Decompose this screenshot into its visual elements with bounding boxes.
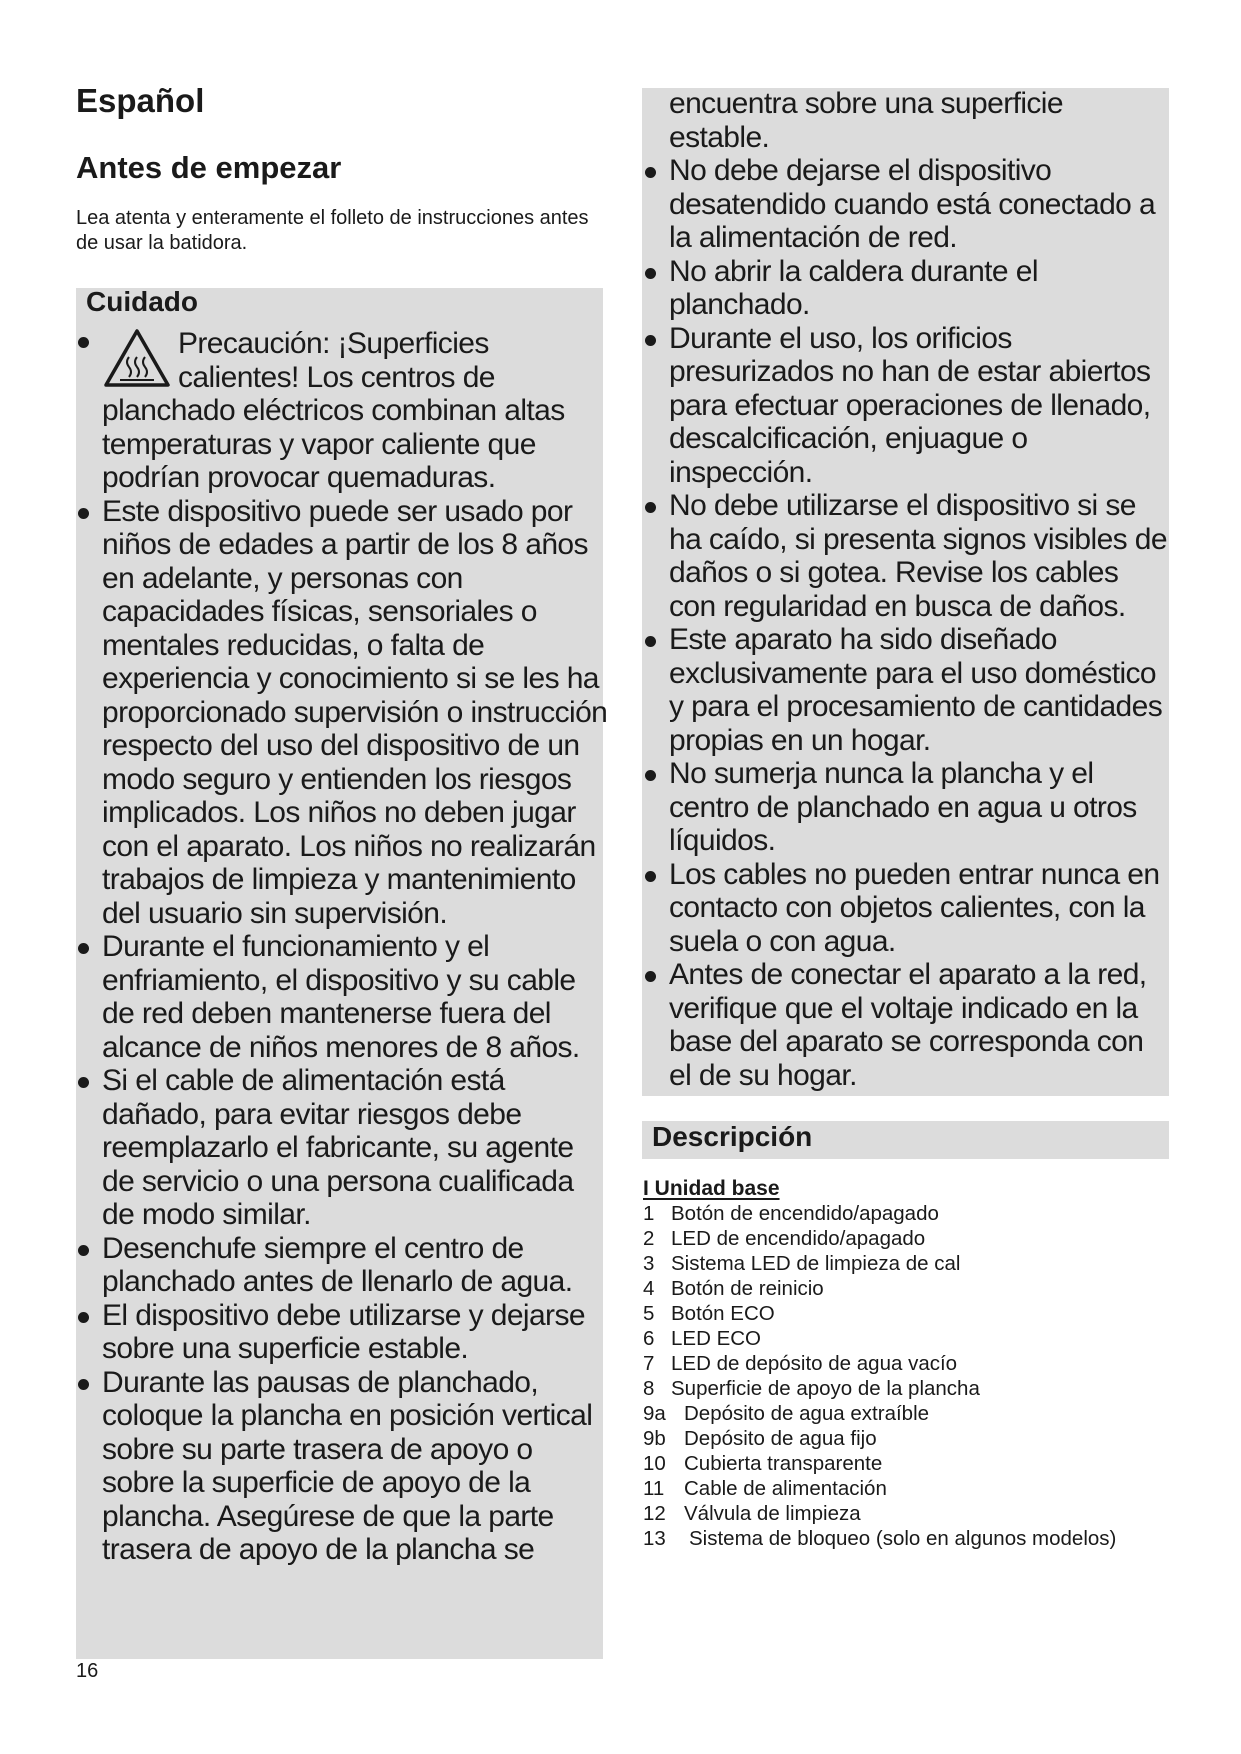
parts-row [643, 1276, 1143, 1301]
part-label: Depósito de agua fijo [684, 1427, 877, 1450]
part-label: Válvula de limpieza [684, 1502, 861, 1525]
parts-row [643, 1476, 1143, 1501]
list-item: Durante el uso, los orificios presurizados no han de estar abiertos para efectuar operaciones de llenado, descalcificación, enjuague o inspección. [643, 322, 1169, 490]
part-number: 10 [643, 1452, 666, 1475]
parts-row [643, 1501, 1143, 1526]
list-item: No debe utilizarse el dispositivo si se ha caído, si presenta signos visibles de daños o si gotea. Revise los cables con regularidad en busca de daños. [643, 489, 1169, 623]
part-label: Sistema de bloqueo (solo en algunos modelos) [689, 1527, 1117, 1550]
list-item: Durante las pausas de planchado, coloque la plancha en posición vertical sobre su parte trasera de apoyo o sobre la superficie de apoyo de la plancha. Asegúrese de que la parte trasera de apoyo de la plancha se [76, 1366, 611, 1567]
parts-row [643, 1401, 1143, 1426]
part-label: Cubierta transparente [684, 1452, 883, 1475]
parts-row [643, 1351, 1143, 1376]
list-item [76, 327, 611, 495]
list-item: Desenchufe siempre el centro de planchado antes de llenarlo de agua. [76, 1232, 611, 1299]
parts-row [643, 1201, 1143, 1226]
caution-list-left [76, 327, 611, 1567]
hot-surface-warning-icon [102, 327, 172, 389]
caution-list-right [643, 87, 1169, 1092]
part-label: Cable de alimentación [684, 1477, 887, 1500]
part-number: 13 [643, 1527, 666, 1550]
part-label: Depósito de agua extraíble [684, 1402, 930, 1425]
part-label: LED de depósito de agua vacío [671, 1352, 958, 1375]
part-number: 12 [643, 1502, 666, 1525]
parts-row [643, 1301, 1143, 1326]
page-number: 16 [76, 1660, 99, 1682]
part-number: 11 [643, 1477, 665, 1500]
list-item: Si el cable de alimentación está dañado, para evitar riesgos debe reemplazarlo el fabricante, su agente de servicio o una persona cualificada de modo similar. [76, 1064, 611, 1232]
parts-list [643, 1201, 1143, 1551]
part-number: 2 [643, 1227, 655, 1250]
description-title: Descripción [652, 1121, 813, 1152]
warning-line-2: calientes! Los centros de [178, 360, 495, 394]
list-item-continuation: encuentra sobre una superficie estable. [669, 87, 1063, 154]
warning-line-1: Precaución: ¡Superficies [178, 327, 489, 360]
parts-row [643, 1426, 1143, 1451]
intro-text: Lea atenta y enteramente el folleto de instrucciones antes de usar la batidora. [76, 207, 589, 254]
language-heading: Español [76, 82, 205, 119]
parts-row [643, 1326, 1143, 1351]
part-number: 9b [643, 1427, 666, 1450]
warning-rest: planchado eléctricos combinan altas temperaturas y vapor caliente que podrían provocar quemaduras. [102, 394, 565, 494]
parts-subtitle: I Unidad base [643, 1177, 780, 1200]
parts-row [643, 1526, 1143, 1551]
part-label: Botón de encendido/apagado [671, 1202, 939, 1225]
parts-row [643, 1226, 1143, 1251]
part-label: Superficie de apoyo de la plancha [671, 1377, 980, 1400]
part-number: 6 [643, 1327, 655, 1350]
parts-row [643, 1376, 1143, 1401]
list-item: Este dispositivo puede ser usado por niños de edades a partir de los 8 años en adelante, y personas con capacidades físicas, sensoriales o mentales reducidas, o falta de experiencia y conocimiento si se les ha proporcionado supervisión o instrucción respecto del uso del dispositivo de un modo seguro y entienden los riesgos implicados. Los niños no deben jugar con el aparato. Los niños no realizarán trabajos de limpieza y mantenimiento del usuario sin supervisión. [76, 495, 611, 931]
parts-row [643, 1251, 1143, 1276]
caution-title: Cuidado [86, 286, 198, 317]
list-item: Antes de conectar el aparato a la red, verifique que el voltaje indicado en la base del aparato se corresponda con el de su hogar. [643, 958, 1169, 1092]
list-item: Este aparato ha sido diseñado exclusivamente para el uso doméstico y para el procesamiento de cantidades propias en un hogar. [643, 623, 1169, 757]
part-number: 8 [643, 1377, 655, 1400]
part-label: Botón de reinicio [671, 1277, 824, 1300]
part-number: 1 [643, 1202, 655, 1225]
part-number: 5 [643, 1302, 655, 1325]
part-number: 7 [643, 1352, 655, 1375]
part-number: 9a [643, 1402, 666, 1425]
part-label: LED de encendido/apagado [671, 1227, 926, 1250]
list-item: No sumerja nunca la plancha y el centro de planchado en agua u otros líquidos. [643, 757, 1169, 858]
list-item: No abrir la caldera durante el planchado. [643, 255, 1169, 322]
list-item: El dispositivo debe utilizarse y dejarse sobre una superficie estable. [76, 1299, 611, 1366]
section-heading: Antes de empezar [76, 150, 342, 185]
list-item: Durante el funcionamiento y el enfriamiento, el dispositivo y su cable de red deben mantenerse fuera del alcance de niños menores de 8 años. [76, 930, 611, 1064]
part-label: Botón ECO [671, 1302, 775, 1325]
part-label: LED ECO [671, 1327, 761, 1350]
list-item: No debe dejarse el dispositivo desatendido cuando está conectado a la alimentación de red. [643, 154, 1169, 255]
part-label: Sistema LED de limpieza de cal [671, 1252, 961, 1275]
part-number: 3 [643, 1252, 655, 1275]
parts-row [643, 1451, 1143, 1476]
part-number: 4 [643, 1277, 655, 1300]
list-item: Los cables no pueden entrar nunca en contacto con objetos calientes, con la suela o con agua. [643, 858, 1169, 959]
